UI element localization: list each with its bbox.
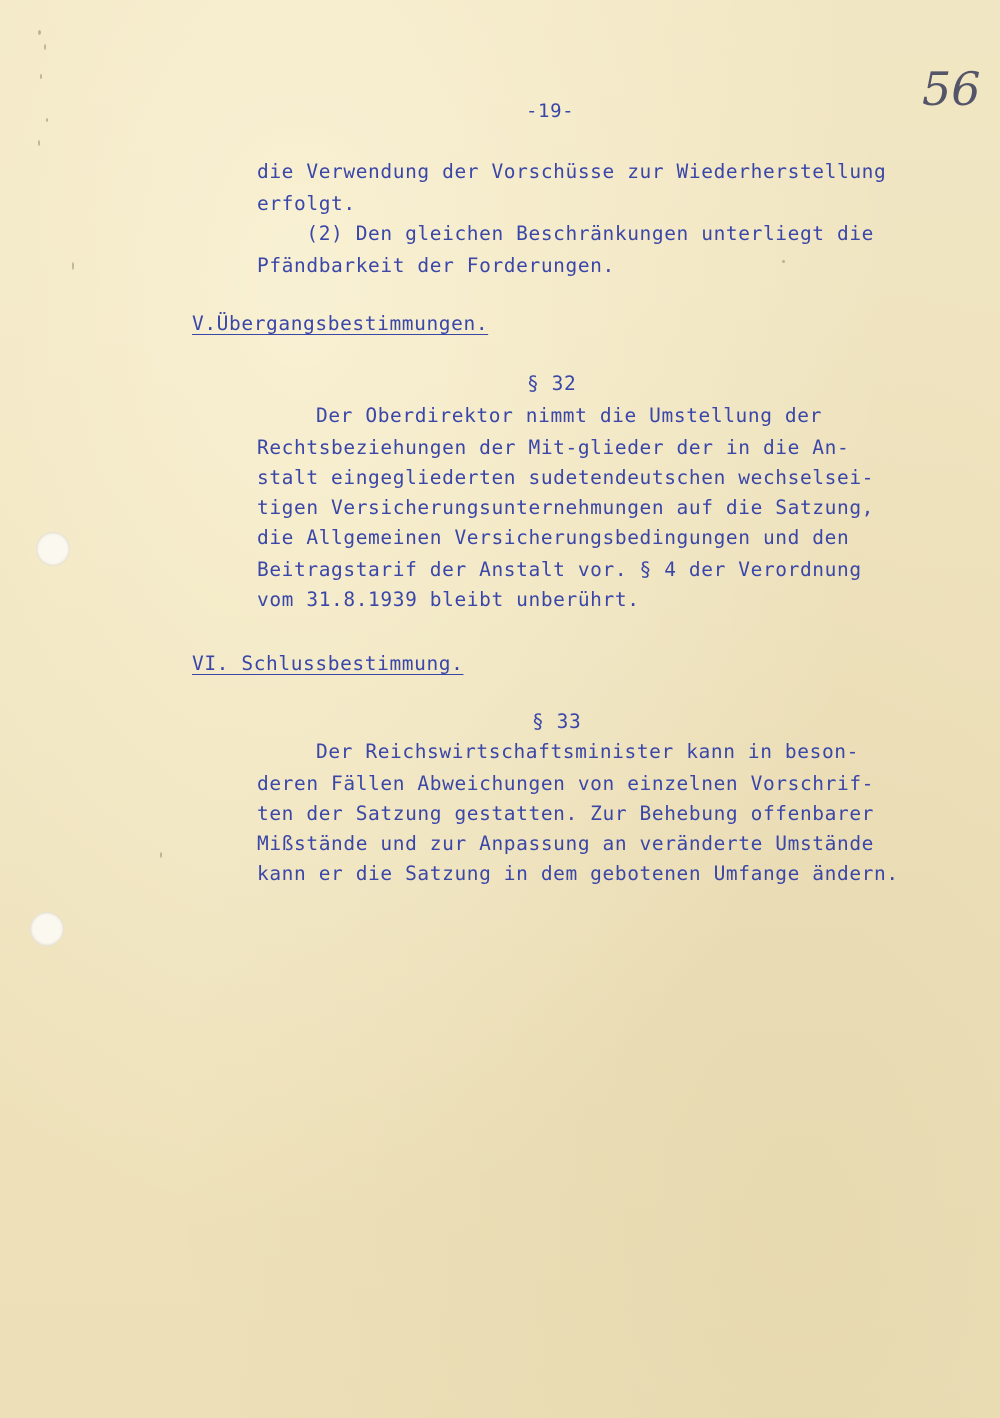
section-vi-line-1: Der Reichswirtschaftsminister kann in beson-: [316, 740, 859, 763]
punch-hole-upper: [36, 532, 70, 566]
section-v-line-2: Rechtsbeziehungen der Mit-glieder der in die An-: [257, 436, 850, 459]
section-v-heading: V.Übergangsbestimmungen.: [192, 312, 489, 335]
section-vi-line-3: ten der Satzung gestatten. Zur Behebung offenbarer: [257, 802, 874, 825]
section-v-paragraph-sign: § 32: [527, 372, 577, 395]
section-v-line-5: die Allgemeinen Versicherungsbedingungen und den: [257, 526, 850, 549]
section-vi-line-4: Mißstände und zur Anpassung an veränderte Umstände: [257, 832, 874, 855]
punch-hole-lower: [30, 912, 64, 946]
intro-line-1: die Verwendung der Vorschüsse zur Wiederherstellung: [257, 160, 887, 183]
intro-line-4: Pfändbarkeit der Forderungen.: [257, 254, 615, 277]
section-vi-paragraph-sign: § 33: [532, 710, 582, 733]
section-v-line-6: Beitragstarif der Anstalt vor. § 4 der Verordnung: [257, 558, 862, 581]
section-v-line-1: Der Oberdirektor nimmt die Umstellung der: [316, 404, 822, 427]
section-v-line-4: tigen Versicherungsunternehmungen auf die Satzung,: [257, 496, 874, 519]
page-number: -19-: [526, 100, 575, 122]
archive-page-number: 56: [922, 62, 981, 116]
section-vi-line-5: kann er die Satzung in dem gebotenen Umfange ändern.: [257, 862, 899, 885]
section-v-line-3: stalt eingegliederten sudetendeutschen wechselsei-: [257, 466, 874, 489]
section-v-line-7: vom 31.8.1939 bleibt unberührt.: [257, 588, 640, 611]
section-vi-line-2: deren Fällen Abweichungen von einzelnen Vorschrif-: [257, 772, 874, 795]
intro-line-3: (2) Den gleichen Beschränkungen unterliegt die: [257, 222, 874, 245]
section-vi-heading: VI. Schlussbestimmung.: [192, 652, 464, 675]
intro-line-2: erfolgt.: [257, 192, 356, 215]
